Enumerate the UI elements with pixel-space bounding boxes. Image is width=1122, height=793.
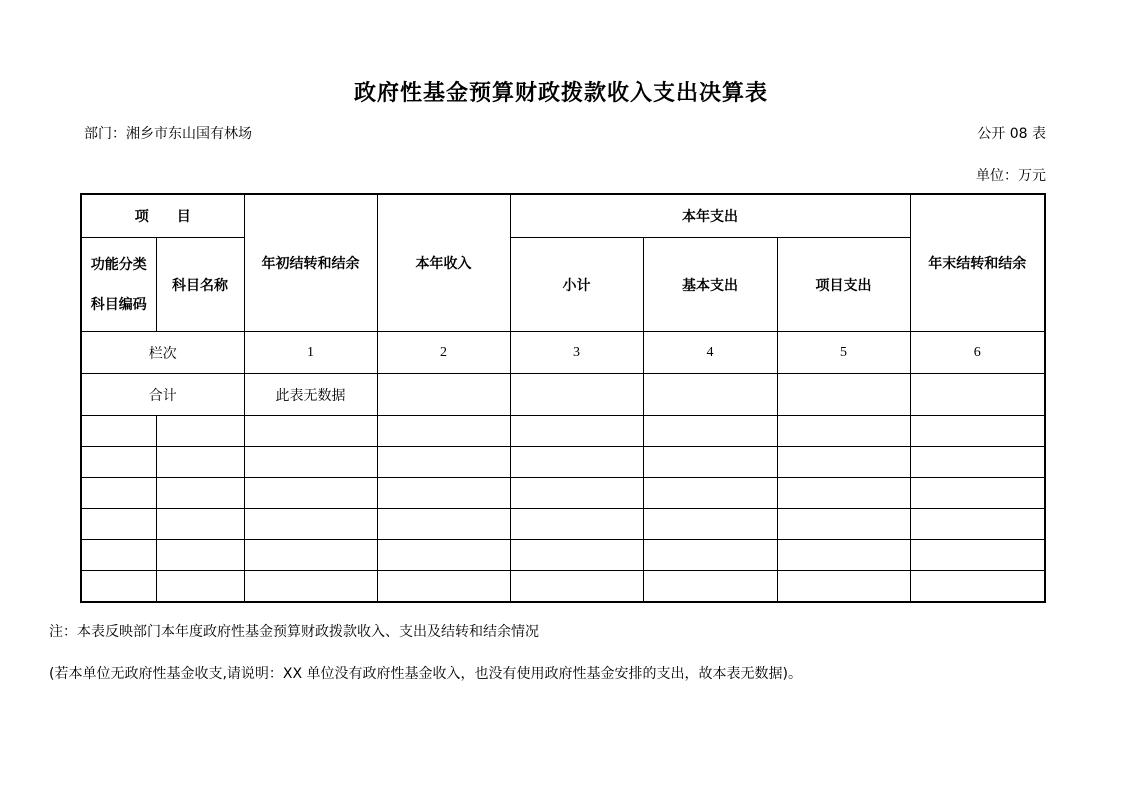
table-cell (910, 540, 1045, 571)
table-cell (244, 416, 377, 447)
table-cell (643, 447, 777, 478)
department-label: 部门：湘乡市东山国有林场 (84, 126, 252, 142)
total-cell (777, 374, 910, 416)
page-title: 政府性基金预算财政拨款收入支出决算表 (353, 81, 768, 106)
table-cell (377, 571, 510, 603)
total-cell (643, 374, 777, 416)
header-subject-name: 科目名称 (156, 238, 244, 332)
table-cell (377, 540, 510, 571)
column-number-6: 6 (910, 332, 1045, 374)
table-cell (777, 509, 910, 540)
table-cell (910, 478, 1045, 509)
table-cell (377, 509, 510, 540)
table-cell (156, 416, 244, 447)
table-cell (777, 416, 910, 447)
table-cell (156, 540, 244, 571)
table-cell (910, 416, 1045, 447)
table-cell (910, 509, 1045, 540)
table-cell (643, 509, 777, 540)
column-number-1: 1 (244, 332, 377, 374)
table-cell (643, 416, 777, 447)
table-cell (156, 478, 244, 509)
table-row (81, 416, 1045, 447)
table-row (81, 540, 1045, 571)
table-cell (81, 416, 156, 447)
report-table (80, 193, 1046, 603)
table-cell (910, 447, 1045, 478)
total-opening-balance: 此表无数据 (244, 374, 377, 416)
total-cell (510, 374, 643, 416)
header-item: 项 目 (81, 194, 244, 238)
table-cell (510, 571, 643, 603)
header-row-2 (81, 238, 1045, 332)
header-subtotal: 小计 (510, 238, 643, 332)
table-cell (510, 478, 643, 509)
table-cell (910, 571, 1045, 603)
table-cell (377, 447, 510, 478)
column-number-2: 2 (377, 332, 510, 374)
table-cell (643, 540, 777, 571)
table-cell (156, 571, 244, 603)
column-number-row (81, 332, 1045, 374)
table-row (81, 509, 1045, 540)
table-cell (81, 540, 156, 571)
header-opening-balance: 年初结转和结余 (244, 194, 377, 332)
header-function-class-line1: 功能分类 (90, 256, 147, 273)
header-closing-balance: 年末结转和结余 (910, 194, 1045, 332)
total-label: 合计 (81, 374, 244, 416)
table-cell (156, 509, 244, 540)
header-current-expense: 本年支出 (510, 194, 910, 238)
table-cell (81, 571, 156, 603)
column-number-5: 5 (777, 332, 910, 374)
unit-label: 单位：万元 (976, 168, 1046, 184)
table-cell (377, 416, 510, 447)
header-function-class-line2: 科目编码 (90, 296, 147, 313)
table-cell (244, 509, 377, 540)
table-cell (777, 478, 910, 509)
table-row (81, 571, 1045, 603)
table-cell (156, 447, 244, 478)
table-cell (510, 509, 643, 540)
note-line-1: 注：本表反映部门本年度政府性基金预算财政拨款收入、支出及结转和结余情况 (49, 624, 539, 640)
table-cell (244, 571, 377, 603)
column-number-label: 栏次 (81, 332, 244, 374)
table-cell (643, 478, 777, 509)
table-cell (81, 478, 156, 509)
total-cell (910, 374, 1045, 416)
column-number-4: 4 (643, 332, 777, 374)
table-cell (244, 478, 377, 509)
table-cell (777, 571, 910, 603)
header-function-class (81, 238, 156, 332)
note-line-2: (若本单位无政府性基金收支,请说明：XX 单位没有政府性基金收入，也没有使用政府性基金安排的支出，故本表无数据)。 (49, 666, 803, 682)
table-row (81, 447, 1045, 478)
header-project-expense: 项目支出 (777, 238, 910, 332)
table-code: 公开 08 表 (977, 126, 1046, 142)
table-cell (377, 478, 510, 509)
table-cell (643, 571, 777, 603)
table-cell (244, 540, 377, 571)
table-cell (510, 540, 643, 571)
total-cell (377, 374, 510, 416)
table-row (81, 478, 1045, 509)
header-row-1 (81, 194, 1045, 238)
table-cell (81, 447, 156, 478)
table-cell (510, 447, 643, 478)
header-basic-expense: 基本支出 (643, 238, 777, 332)
total-row (81, 374, 1045, 416)
table-cell (81, 509, 156, 540)
column-number-3: 3 (510, 332, 643, 374)
table-cell (777, 540, 910, 571)
table-cell (510, 416, 643, 447)
table-cell (244, 447, 377, 478)
header-current-income: 本年收入 (377, 194, 510, 332)
table-cell (777, 447, 910, 478)
